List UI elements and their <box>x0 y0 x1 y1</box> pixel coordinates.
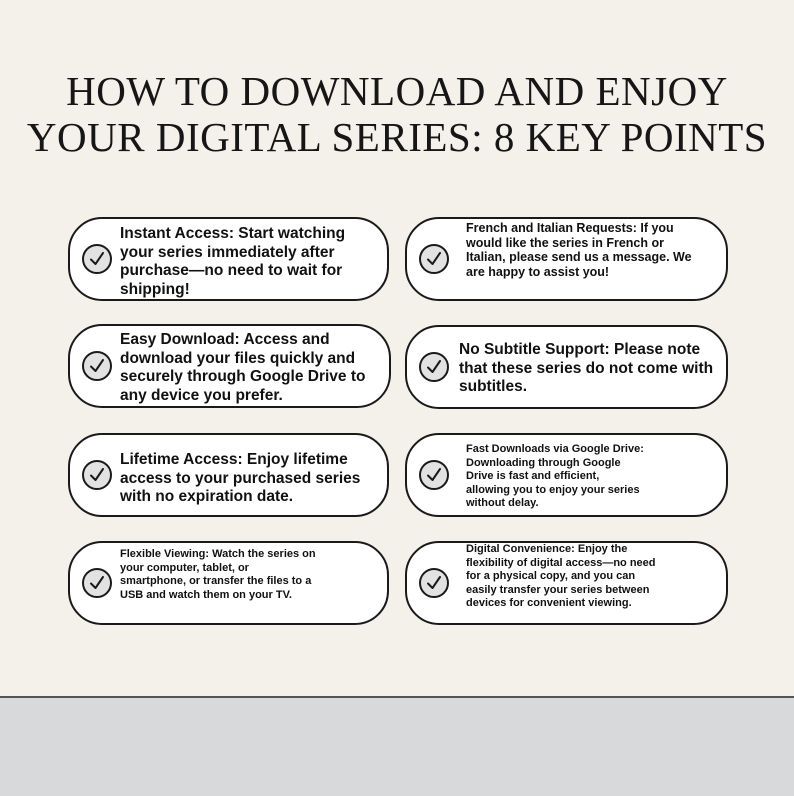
point-text-easy-download: Easy Download: Access and download your files quickly and securely through Google Drive to any device you prefer. <box>120 331 366 404</box>
title-line-1: HOW TO DOWNLOAD AND ENJOY <box>66 68 728 114</box>
point-card-fast-downloads <box>405 433 728 517</box>
point-text-digital-convenience: Digital Convenience: Enjoy the flexibility of digital access—no need for a physical copy, and you can easily transfer your series between devices for convenient viewing. <box>466 543 656 609</box>
checkmark-circle-icon <box>419 244 449 274</box>
checkmark-circle-icon <box>82 568 112 598</box>
checkmark-circle-icon <box>82 244 112 274</box>
footer-band <box>0 696 794 796</box>
checkmark-circle-icon <box>419 568 449 598</box>
checkmark-circle-icon <box>82 351 112 381</box>
point-text-no-subtitle: No Subtitle Support: Please note that these series do not come with subtitles. <box>459 341 714 395</box>
point-card-easy-download <box>68 324 391 408</box>
point-text-french-italian: French and Italian Requests: If you would like the series in French or Italian, please send us a message. We are happy to assist you! <box>466 221 692 279</box>
checkmark-circle-icon <box>419 352 449 382</box>
point-card-digital-convenience <box>405 541 728 625</box>
point-text-fast-downloads: Fast Downloads via Google Drive: Downloading through Google Drive is fast and efficient, allowing you to enjoy your series without delay. <box>466 443 644 509</box>
point-card-french-italian <box>405 217 728 301</box>
point-card-instant-access <box>68 217 389 301</box>
point-text-flexible-viewing: Flexible Viewing: Watch the series on your computer, tablet, or smartphone, or transfer the files to a USB and watch them on your TV. <box>120 548 316 601</box>
point-card-lifetime-access <box>68 433 389 517</box>
checkmark-circle-icon <box>419 460 449 490</box>
point-text-lifetime-access: Lifetime Access: Enjoy lifetime access to your purchased series with no expiration date. <box>120 451 361 505</box>
point-card-flexible-viewing <box>68 541 389 625</box>
checkmark-circle-icon <box>82 460 112 490</box>
point-text-instant-access: Instant Access: Start watching your series immediately after purchase—no need to wait for shipping! <box>120 225 346 298</box>
page-title <box>0 68 794 160</box>
title-line-2: YOUR DIGITAL SERIES: 8 KEY POINTS <box>26 114 768 160</box>
point-card-no-subtitle <box>405 325 728 409</box>
